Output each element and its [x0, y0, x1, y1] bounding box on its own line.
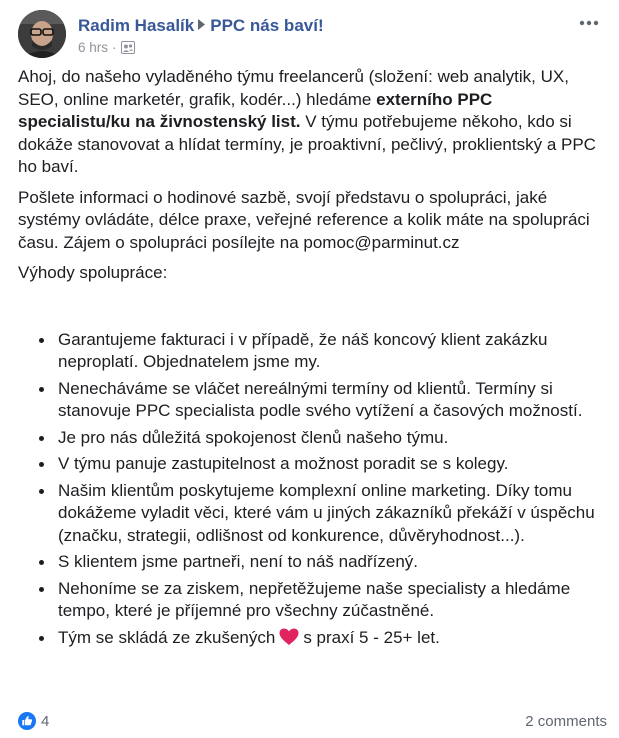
post-timestamp[interactable]: 6 hrs — [78, 40, 109, 55]
list-item: Našim klientům poskytujeme komplexní online marketing. Díky tomu dokážeme vyladit věci, které vám u jiných zákazníků překáží v úspěchu (značku, strategii, odlišnost od konkurence, důvěryhodnost...). — [18, 480, 598, 548]
heart-emoji-icon — [279, 628, 299, 653]
post-paragraph-benefits-heading: Výhody spolupráce: — [18, 263, 168, 282]
list-item: Tým se skládá ze zkušených s praxí 5 - 25+ let. — [18, 627, 598, 653]
list-item: Nehoníme se za ziskem, nepřetěžujeme naše specialisty a hledáme tempo, které je příjemné pro všechny zúčastněné. — [18, 578, 598, 623]
comments-link[interactable]: 2 comments — [525, 713, 607, 730]
avatar[interactable] — [18, 10, 66, 58]
list-item: Je pro nás důležitá spokojenost členů našeho týmu. — [18, 427, 598, 450]
post-header — [18, 10, 607, 62]
more-dots-icon[interactable] — [577, 14, 601, 32]
caret-right-icon — [198, 15, 205, 35]
list-item: Garantujeme fakturaci i v případě, že náš koncový klient zakázku neproplatí. Objednatelem jsme my. — [18, 329, 598, 374]
avatar-photo-icon — [18, 10, 66, 58]
list-item: Nenecháváme se vláčet nereálnými termíny od klientů. Termíny si stanovuje PPC specialista podle svého vytížení a časových možností. — [18, 378, 598, 423]
list-item: S klientem jsme partneři, není to náš nadřízený. — [18, 551, 598, 574]
author-name[interactable]: Radim Hasalík — [78, 16, 195, 35]
post-footer — [18, 710, 607, 734]
post-title — [78, 15, 324, 36]
group-name[interactable]: PPC nás baví! — [210, 16, 324, 35]
post-paragraph-contact: Pošlete informaci o hodinové sazbě, svojí představu o spolupráci, jaké systémy ovládáte, délce praxe, veřejné reference a kolik máte na spolupráci času. Zájem o spolupráci posílejte na pomoc@parminut.cz — [18, 187, 590, 252]
like-count[interactable]: 4 — [41, 713, 50, 730]
highlighted-role: externího PPC specialistu/ku na živnostenský list. — [18, 89, 493, 131]
group-members-icon[interactable] — [121, 41, 135, 54]
like-reaction-icon[interactable] — [18, 712, 36, 730]
post-paragraph-intro: Ahoj, do našeho vyladěného týmu freelancerů (složení: web analytik, UX, SEO, online marketér, grafik, kodér...) hledáme externího PPC specialistu/ku na živnostenský list. V týmu potřebujeme někoho, kdo si dokáže stanovovat a hlídat termíny, je proaktivní, pečlivý, proklientský a PPC ho baví. — [18, 67, 596, 176]
meta-separator: · — [112, 40, 117, 55]
benefits-list — [18, 329, 598, 653]
post-body — [18, 66, 598, 656]
post-meta — [78, 40, 135, 55]
list-item: V týmu panuje zastupitelnost a možnost poradit se s kolegy. — [18, 453, 598, 476]
